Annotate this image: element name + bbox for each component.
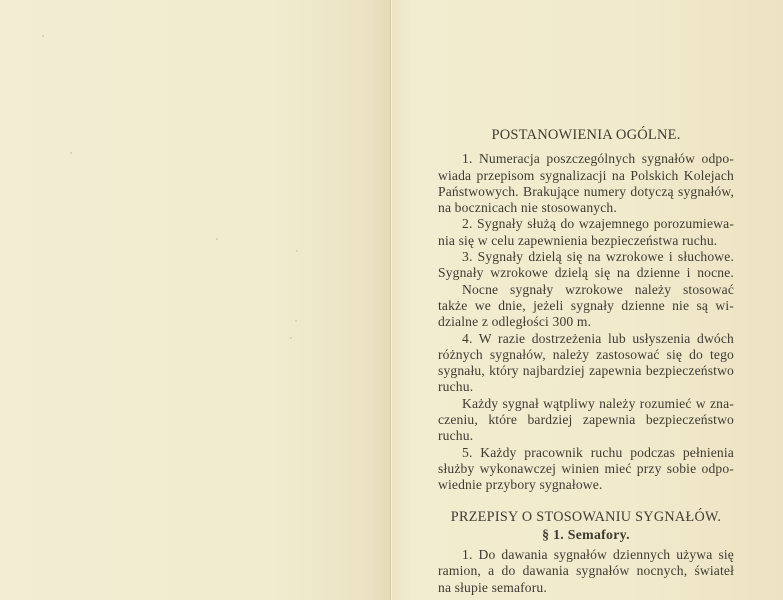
general-provisions-body [438,151,734,493]
text-line: ramion, a do dawania sygnałów nocnych, świateł [438,563,734,579]
text-line: 3. Sygnały dzielą się na wzrokowe i słuchowe. [462,249,734,265]
text-line: 1. Do dawania sygnałów dziennych używa się [462,547,734,563]
text-line: Sygnały wzrokowe dzielą się na dzienne i nocne. [438,265,734,281]
text-line: także we dnie, jeżeli sygnały dzienne nie są wi- [438,297,734,313]
paper-speck [42,35,44,37]
text-line: Nocne sygnały wzrokowe należy stosować [462,281,734,297]
section-title-general-provisions: POSTANOWIENIA OGÓLNE. [491,127,681,143]
text-line: 2. Sygnały służą do wzajemnego porozumiewa- [462,216,734,232]
paper-speck [70,152,72,154]
paper-speck [295,320,297,322]
right-page-text [438,127,734,596]
text-line: 1. Numeracja poszczególnych sygnałów odpo- [462,151,734,167]
section-title-signal-rules: PRZEPISY O STOSOWANIU SYGNAŁÓW. [450,508,722,525]
text-line: na słupie semaforu. [438,579,547,595]
semaphores-body [438,547,734,596]
text-line: nia się w celu zapewnienia bezpieczeństwa ruchu. [438,232,718,248]
text-line: Państwowych. Brakujące numery dotyczą sygnałów, [438,183,734,199]
text-line: ruchu. [438,428,474,444]
paper-speck [216,238,218,240]
paper-speck [290,337,292,339]
text-line: sygnału, który najbardziej zapewnia bezpieczeństwo [438,363,734,379]
text-line: na bocznicach nie stosowanych. [438,200,617,216]
text-line: 5. Każdy pracownik ruchu podczas pełnienia [462,444,734,460]
text-line: wiednie przybory sygnałowe. [438,477,603,493]
text-line: służby wykonawczej winien mieć przy sobie odpo- [438,460,734,476]
text-line: różnych sygnałów, należy zastosować się do tego [438,346,734,362]
text-line: wiada przepisom sygnalizacji na Polskich Kolejach [438,167,734,183]
subsection-title-semaphores: § 1. Semafory. [542,526,630,542]
text-line: 4. W razie dostrzeżenia lub usłyszenia dwóch [462,330,734,346]
paper-speck [296,250,298,252]
text-line: czeniu, które bardziej zapewnia bezpieczeństwo [438,412,734,428]
text-line: ruchu. [438,379,474,395]
text-line: Każdy sygnał wątpliwy należy rozumieć w zna- [462,395,734,411]
text-line: dzialne z odległości 300 m. [438,314,592,330]
